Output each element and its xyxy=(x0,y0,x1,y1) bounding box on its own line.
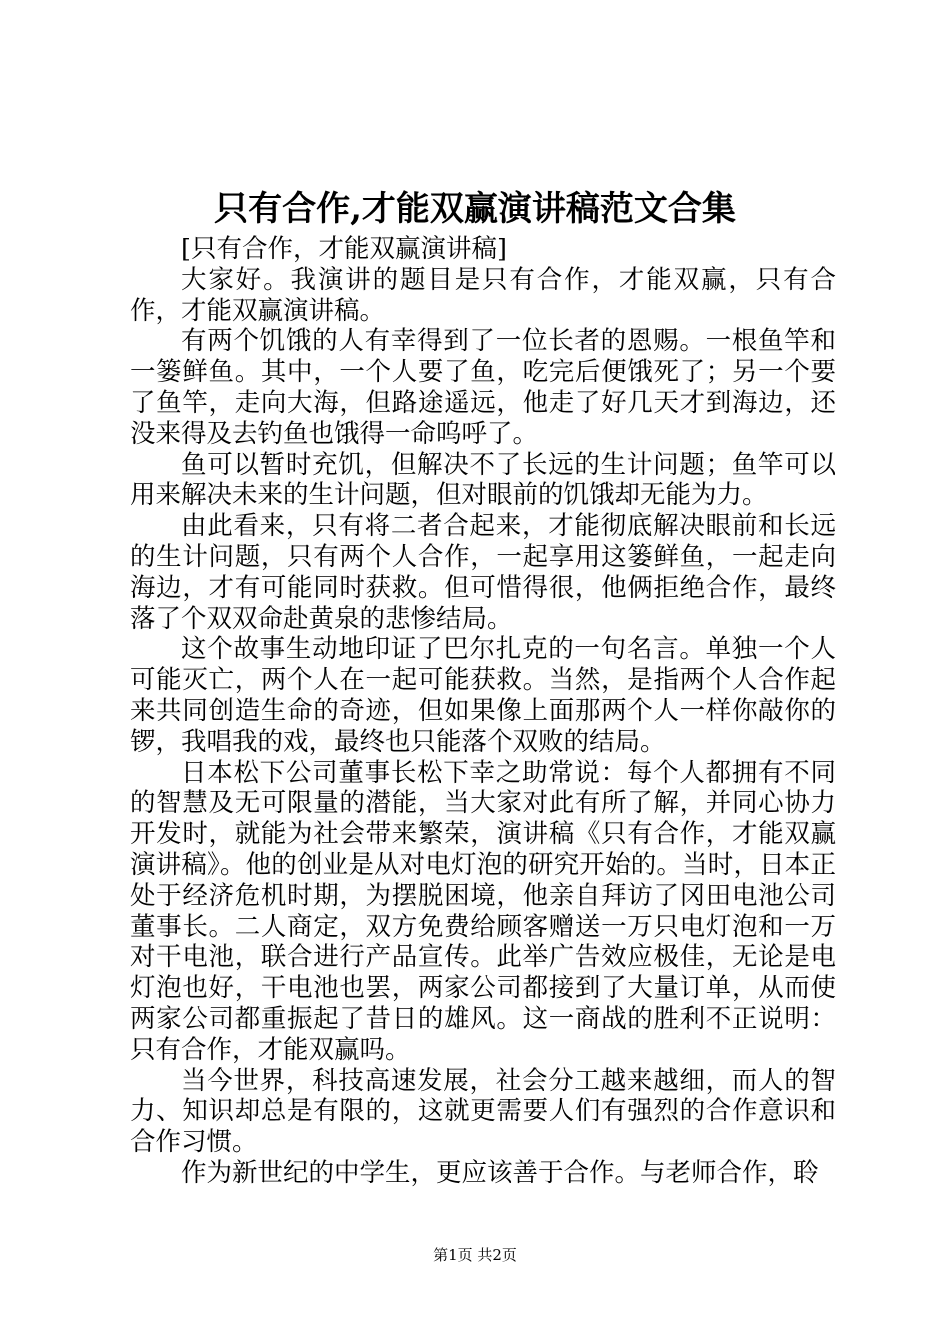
page-number-footer: 第1页 共2页 xyxy=(433,1246,517,1264)
paragraph: 大家好。我演讲的题目是只有合作，才能双赢，只有合作，才能双赢演讲稿。 xyxy=(130,264,836,326)
document-title: 只有合作,才能双赢演讲稿范文合集 xyxy=(214,189,736,229)
document-body xyxy=(130,234,836,1189)
paragraph: [只有合作，才能双赢演讲稿] xyxy=(181,234,507,264)
paragraph: 有两个饥饿的人有幸得到了一位长者的恩赐。一根鱼竿和一篓鲜鱼。其中，一个人要了鱼，吃完后便饿死了；另一个要了鱼竿，走向大海，但路途遥远，他走了好几天才到海边，还没来得及去钓鱼也饿得一命呜呼了。 xyxy=(130,326,836,449)
paragraph: 由此看来，只有将二者合起来，才能彻底解决眼前和长远的生计问题，只有两个人合作，一起享用这篓鲜鱼，一起走向海边，才有可能同时获救。但可惜得很，他俩拒绝合作，最终落了个双双命赴黄泉的悲惨结局。 xyxy=(130,511,836,634)
paragraph: 日本松下公司董事长松下幸之助常说：每个人都拥有不同的智慧及无可限量的潜能，当大家对此有所了解，并同心协力开发时，就能为社会带来繁荣，演讲稿《只有合作，才能双赢演讲稿》。他的创业是从对电灯泡的研究开始的。当时，日本正处于经济危机时期，为摆脱困境，他亲自拜访了冈田电池公司董事长。二人商定，双方免费给顾客赠送一万只电灯泡和一万对干电池，联合进行产品宣传。此举广告效应极佳，无论是电灯泡也好，干电池也罢，两家公司都接到了大量订单，从而使两家公司都重振起了昔日的雄风。这一商战的胜利不正说明：只有合作，才能双赢吗。 xyxy=(130,757,836,1065)
paragraph: 这个故事生动地印证了巴尔扎克的一句名言。单独一个人可能灭亡，两个人在一起可能获救。当然，是指两个人合作起来共同创造生命的奇迹，但如果像上面那两个人一样你敲你的锣，我唱我的戏，最终也只能落个双败的结局。 xyxy=(130,634,836,757)
paragraph: 鱼可以暂时充饥，但解决不了长远的生计问题；鱼竿可以用来解决未来的生计问题，但对眼前的饥饿却无能为力。 xyxy=(130,449,836,511)
paragraph: 当今世界，科技高速发展，社会分工越来越细，而人的智力、知识却总是有限的，这就更需要人们有强烈的合作意识和合作习惯。 xyxy=(130,1065,836,1158)
paragraph: 作为新世纪的中学生，更应该善于合作。与老师合作，聆 xyxy=(181,1157,819,1188)
